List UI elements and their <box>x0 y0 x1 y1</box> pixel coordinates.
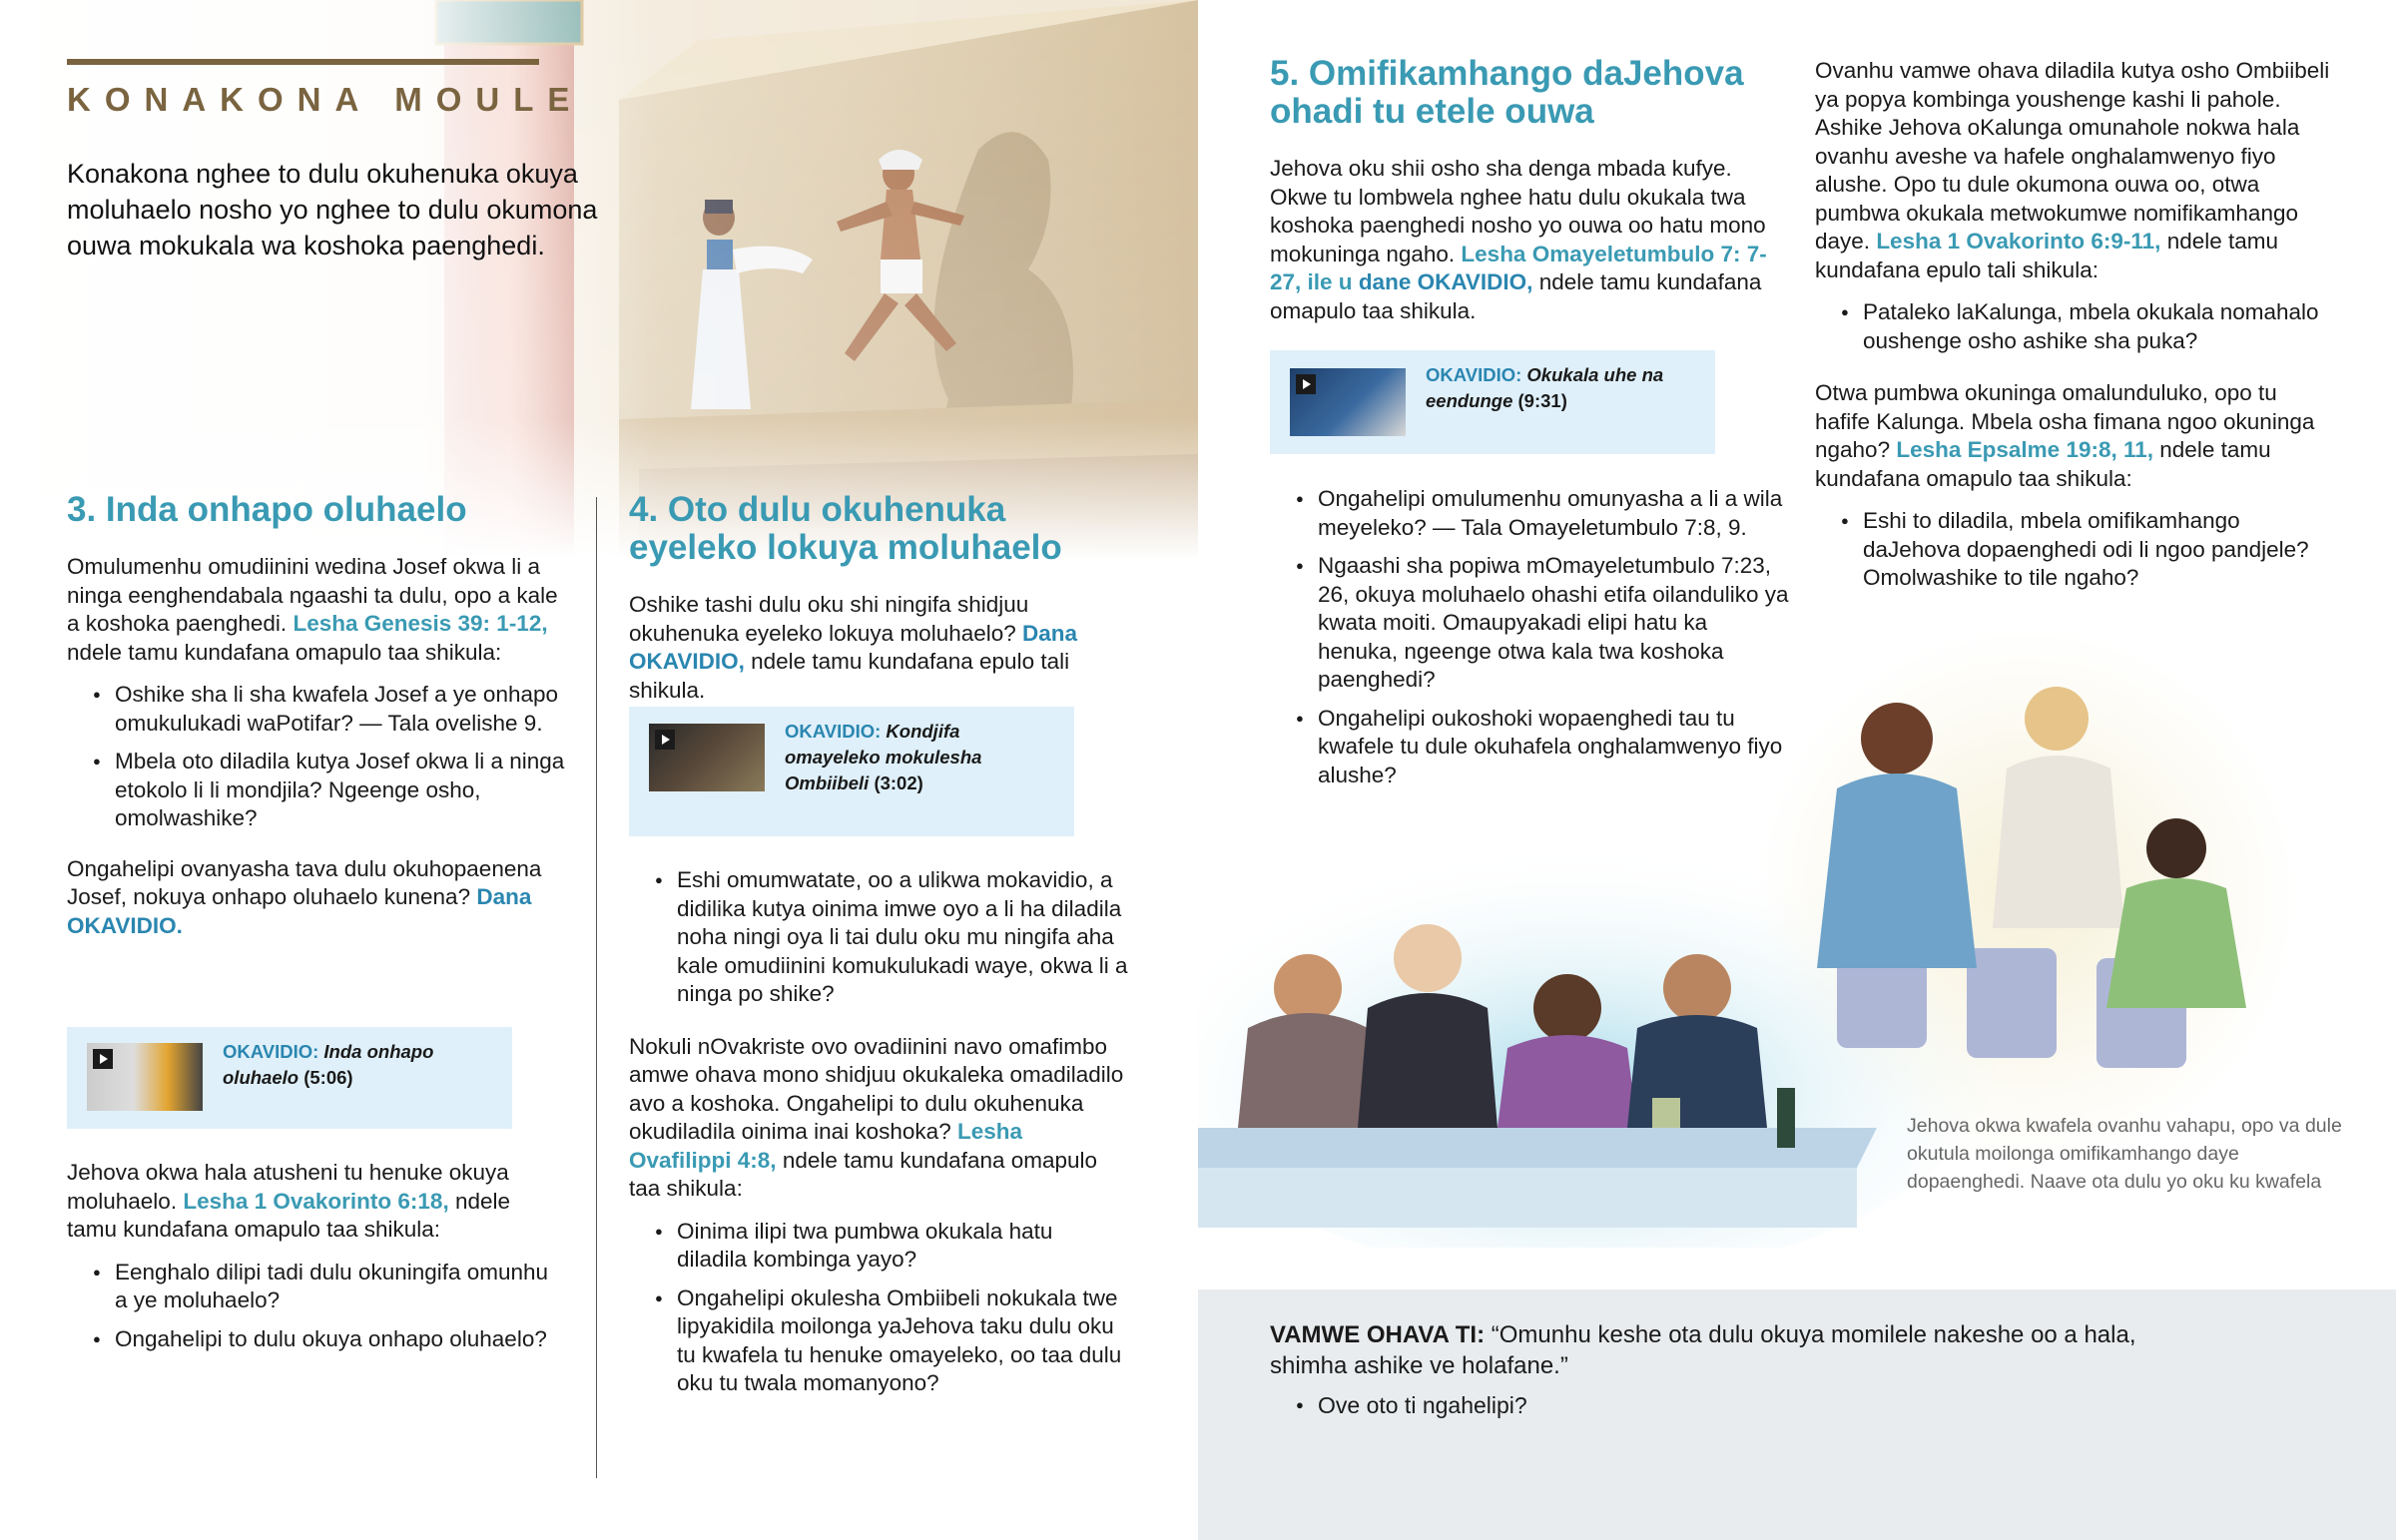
section-4-paragraph-2: Nokuli nOvakriste ovo ovadiinini navo omafimbo amwe ohava mono shidjuu okukaleka omadiladilo avo a koshoka. Ongahelipi to dulu okuhenuka okudiladila oinima inai koshoka? Lesha Ovafilippi 4:8, ndele tamu kundafana omapulo taa shikula: <box>629 1033 1124 1201</box>
section-5-p1-scripture-link[interactable]: Lesha Omayeletumbulo 7: 7-27, ile u <box>1270 241 1767 294</box>
list-item: ● Ongahelipi omulumenhu omunyasha a li a wila meyeleko? — Tala Omayeletumbulo 7:8, 9. <box>1270 485 1789 542</box>
video-label: OKAVIDIO: Kondjifa omayeleko mokulesha Ombiibeli (3:02) <box>785 721 982 793</box>
section-5-col2-p1-scripture-link[interactable]: Lesha 1 Ovakorinto 6:9-11, <box>1876 229 2161 254</box>
column-divider <box>596 497 597 1478</box>
section-5-col2-paragraph-2: Otwa pumbwa okuninga omalunduluko, opo tu hafife Kalunga. Mbela osha fimana ngoo okuninga ngaho? Lesha Epsalme 19:8, 11, ndele tamu kundafana omapulo taa shikula: <box>1815 380 2315 491</box>
section-5-col2-questions-1 <box>1815 298 2334 355</box>
objection-question <box>1270 1391 2168 1430</box>
list-item: ● Mbela oto diladila kutya Josef okwa li a ninga etokolo li li mondjila? Ngeenge osho, omolwashike? <box>67 748 566 833</box>
section-3-video-link[interactable]: Dana OKAVIDIO. <box>67 884 532 938</box>
section-3-p3-scripture-link[interactable]: Lesha 1 Ovakorinto 6:18, <box>183 1188 449 1214</box>
objection-lead: VAMWE OHAVA TI: <box>1270 1321 1486 1348</box>
section-3-questions-2 <box>67 1259 566 1354</box>
section-4-video-card[interactable] <box>629 707 1074 836</box>
kicker-title: KONAKONA MOULE <box>67 81 584 118</box>
section-3-title: 3. Inda onhapo oluhaelo <box>67 490 467 529</box>
section-3-p1-tail: ndele tamu kundafana omapulo taa shikula: <box>67 639 502 665</box>
section-4-questions-1 <box>629 866 1128 1009</box>
section-5-video-link[interactable]: dane OKAVIDIO, <box>1358 269 1533 294</box>
video-thumbnail[interactable] <box>87 1043 203 1111</box>
section-3 <box>67 491 566 940</box>
video-thumbnail[interactable] <box>649 724 765 791</box>
section-3-video-card[interactable] <box>67 1027 512 1129</box>
play-icon[interactable] <box>1296 374 1316 394</box>
section-4-title: 4. Oto dulu okuhenuka eyeleko lokuya moluhaelo <box>629 490 1062 567</box>
section-4-video-link[interactable]: Dana OKAVIDIO, <box>629 620 1078 674</box>
section-5-questions-1 <box>1270 485 1789 799</box>
section-4-questions-2 <box>629 1218 1128 1398</box>
list-item: ● Oshike sha li sha kwafela Josef a ye onhapo omukulukadi waPotifar? — Tala ovelishe 9. <box>67 681 566 738</box>
list-item: ● Eshi omumwatate, oo a ulikwa mokavidio, a didilika kutya oinima imwe oyo a li ha diladila noha ningi oya li tai dulu oku mu ningifa aha kale omudiinini komukulukadi waye, okwa li a ninga po shike? <box>629 866 1128 1009</box>
section-5-title: 5. Omifikamhango daJehova ohadi tu etele ouwa <box>1270 54 1744 131</box>
list-item: ● Pataleko laKalunga, mbela okukala nomahalo oushenge osho ashike sha puka? <box>1815 298 2334 355</box>
video-label: OKAVIDIO: Okukala uhe na eendunge (9:31) <box>1426 364 1664 411</box>
section-3-p1-text: Omulumenhu omudiinini wedina Josef okwa li a ninga eenghendabala ngaashi ta dulu, opo a kale a koshoka paenghedi. <box>67 554 558 636</box>
section-4-paragraph-1: Oshike tashi dulu oku shi ningifa shidjuu okuhenuka eyeleko lokuya moluhaelo? Dana OKAVIDIO, ndele tamu kundafana epulo tali shikula. <box>629 592 1078 703</box>
list-item: ● Ongahelipi oukoshoki wopaenghedi tau tu kwafele tu dule okuhafela onghalamwenyo fiyo alushe? <box>1270 705 1789 790</box>
section-5 <box>1270 55 1784 325</box>
list-item: ● Oinima ilipi twa pumbwa okukala hatu diladila kombinga yayo? <box>629 1218 1128 1275</box>
image-caption: Jehova okwa kwafela ovanhu vahapu, opo va dule okutula moilonga omifikamhango daye dopaenghedi. Naave ota dulu yo oku ku kwafela <box>1907 1115 2342 1193</box>
section-3-paragraph-2 <box>67 855 566 941</box>
video-thumbnail[interactable] <box>1290 368 1406 436</box>
kicker-rule <box>67 59 539 65</box>
section-3-paragraph-3: Jehova okwa hala atusheni tu henuke okuya moluhaelo. Lesha 1 Ovakorinto 6:18, ndele tamu kundafana omapulo taa shikula: <box>67 1160 511 1242</box>
list-item: ● Ongahelipi to dulu okuya onhapo oluhaelo? <box>67 1325 566 1354</box>
objection-box <box>1198 1289 2396 1540</box>
list-item: ● Ove oto ti ngahelipi? <box>1270 1391 2168 1420</box>
play-icon[interactable] <box>655 730 675 750</box>
list-item: ● Eenghalo dilipi tadi dulu okuningifa omunhu a ye moluhaelo? <box>67 1259 566 1315</box>
section-3-paragraph-1 <box>67 553 566 667</box>
section-5-col2-questions-2 <box>1815 507 2334 593</box>
section-3-continued <box>67 1159 566 1363</box>
list-item: ● Ongahelipi okulesha Ombiibeli nokukala twe lipyakidila moilonga yaJehova taku dulu oku tu kwafela tu henuke omayeleko, oo taa dulu oku tu twala momanyono? <box>629 1284 1128 1398</box>
section-5-col2-paragraph-1: Ovanhu vamwe ohava diladila kutya osho Ombiibeli ya popya kombinga youshenge kashi li pahole. Ashike Jehova oKalunga omunahole nokwa hala ovanhu aveshe va hafele onghalamwenyo fiyo alushe. Opo tu dule okumona ouwa oo, otwa pumbwa okukala metwokumwe nomifikamhango daye. Lesha 1 Ovakorinto 6:9-11, ndele tamu kundafana epulo tali shikula: <box>1815 58 2330 282</box>
list-item: ● Ngaashi sha popiwa mOmayeletumbulo 7:23, 26, okuya moluhaelo ohashi etifa oilanduliko ya kwata moiti. Omaupyakadi elipi hatu ka henuka, ngeenge otwa kala twa koshoka paenghedi? <box>1270 552 1789 695</box>
objection-quote: VAMWE OHAVA TI: “Omunhu keshe ota dulu okuya momilele nakeshe oo a hala, shimha ashike ve holafane.” <box>1270 1321 2136 1379</box>
section-5-paragraph-1: Jehova oku shii osho sha denga mbada kufye. Okwe tu lombwela nghee hatu dulu okukala twa koshoka paenghedi nosho yo ouwa oo hatu mono mokuninga ngaho. Lesha Omayeletumbulo 7: 7-27, ile u dane OKAVIDIO, ndele tamu kundafana omapulo taa shikula. <box>1270 156 1767 323</box>
intro-text: Konakona nghee to dulu okuhenuka okuya moluhaelo nosho yo nghee to dulu okumona ouwa mokukala wa koshoka paenghedi. <box>67 159 598 260</box>
section-4-continued <box>629 866 1128 1408</box>
video-label: OKAVIDIO: Inda onhapo oluhaelo (5:06) <box>223 1041 434 1088</box>
section-4 <box>629 491 1128 705</box>
list-item: ● Eshi to diladila, mbela omifikamhango daJehova dopaenghedi odi li ngoo pandjele? Omolwashike to tile ngaho? <box>1815 507 2334 593</box>
section-3-p1-scripture-link[interactable]: Lesha Genesis 39: 1-12, <box>293 611 548 636</box>
section-3-p2-text: Ongahelipi ovanyasha tava dulu okuhopaenena Josef, nokuya onhapo oluhaelo kunena? <box>67 855 542 909</box>
section-4-p2-scripture-link[interactable]: Lesha Ovafilippi 4:8, <box>629 1119 1022 1173</box>
section-5-video-card[interactable] <box>1270 350 1715 454</box>
section-5-column-2 <box>1815 57 2334 603</box>
play-icon[interactable] <box>93 1049 113 1069</box>
section-3-questions-1 <box>67 681 566 833</box>
section-5-col2-p2-scripture-link[interactable]: Lesha Epsalme 19:8, 11, <box>1896 437 2154 462</box>
